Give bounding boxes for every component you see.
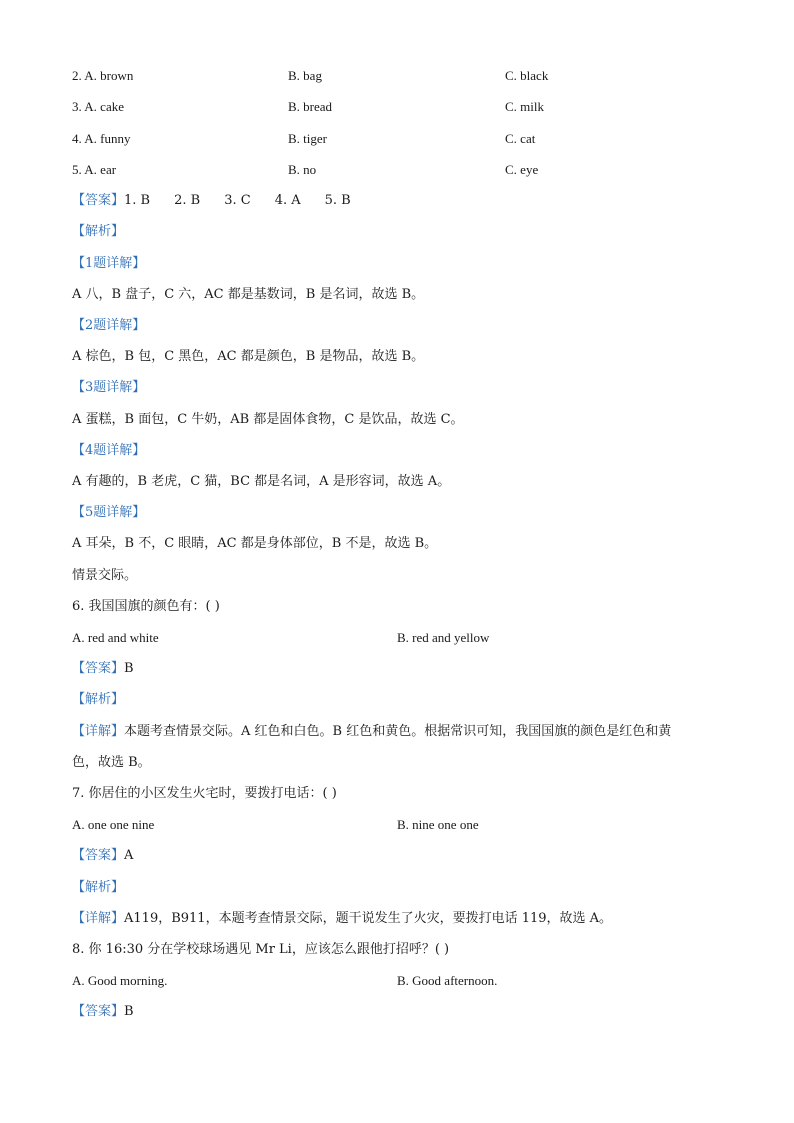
detail-4-text: A 有趣的，B 老虎，C 猫，BC 都是名词，A 是形容词，故选 A。 bbox=[72, 474, 451, 489]
section-title: 情景交际。 bbox=[72, 568, 138, 583]
detail-4-label: 【4题详解】 bbox=[72, 443, 146, 458]
answer-3: 3. C bbox=[224, 193, 251, 208]
q6-option-a: A. red and white bbox=[72, 630, 159, 645]
q5-option-b: B. no bbox=[288, 162, 317, 177]
q4-option-c: C. cat bbox=[505, 131, 536, 146]
q6-answer: B bbox=[124, 661, 134, 676]
q8-option-b: B. Good afternoon. bbox=[397, 973, 498, 988]
q6-answer-row bbox=[72, 661, 134, 677]
q5-option-a: 5. A. ear bbox=[72, 162, 117, 177]
q6-detail-label: 【详解】 bbox=[72, 724, 125, 739]
q4-option-a: 4. A. funny bbox=[72, 131, 131, 146]
q8-question: 8. 你 16:30 分在学校球场遇见 Mr Li，应该怎么跟他打招呼？( ) bbox=[72, 942, 450, 957]
answer-4: 4. A bbox=[274, 193, 301, 208]
q6-analysis-label: 【解析】 bbox=[72, 692, 125, 707]
q8-answer-row bbox=[72, 1004, 134, 1020]
answer-5: 5. B bbox=[324, 193, 351, 208]
q8-answer: B bbox=[124, 1004, 134, 1019]
q3-option-b: B. bread bbox=[288, 99, 333, 114]
q7-detail-label: 【详解】 bbox=[72, 911, 125, 926]
detail-5-text: A 耳朵，B 不，C 眼睛，AC 都是身体部位，B 不是，故选 B。 bbox=[72, 536, 438, 551]
answer-2: 2. B bbox=[174, 193, 201, 208]
q6-option-b: B. red and yellow bbox=[397, 630, 490, 645]
q7-question: 7. 你居住的小区发生火宅时，要拨打电话：( ) bbox=[72, 786, 337, 801]
detail-3-label: 【3题详解】 bbox=[72, 380, 146, 395]
q7-option-a: A. one one nine bbox=[72, 817, 155, 832]
q3-option-a: 3. A. cake bbox=[72, 99, 124, 114]
q3-option-c: C. milk bbox=[505, 99, 545, 114]
q7-answer: A bbox=[124, 848, 134, 863]
detail-1-text: A 八，B 盘子，C 六，AC 都是基数词，B 是名词，故选 B。 bbox=[72, 287, 425, 302]
q2-option-c: C. black bbox=[505, 68, 549, 83]
q2-option-a: 2. A. brown bbox=[72, 68, 134, 83]
q7-detail-text: A119，B911，本题考查情景交际，题干说发生了火灾，要拨打电话 119，故选 A。 bbox=[124, 911, 613, 926]
q8-answer-label: 【答案】 bbox=[72, 1004, 125, 1019]
q7-answer-label: 【答案】 bbox=[72, 848, 125, 863]
q6-detail-line1 bbox=[72, 724, 671, 740]
q7-analysis-label: 【解析】 bbox=[72, 880, 125, 895]
detail-5-label: 【5题详解】 bbox=[72, 505, 146, 520]
answer-label: 【答案】 bbox=[72, 193, 125, 208]
q6-detail-text: 本题考查情景交际。A 红色和白色。B 红色和黄色。根据常识可知，我国国旗的颜色是红色和黄 bbox=[124, 724, 672, 739]
q2-option-b: B. bag bbox=[288, 68, 322, 83]
q5-option-c: C. eye bbox=[505, 162, 539, 177]
q7-detail-line bbox=[72, 911, 612, 927]
q7-answer-row bbox=[72, 848, 133, 864]
detail-2-text: A 棕色，B 包，C 黑色，AC 都是颜色，B 是物品，故选 B。 bbox=[72, 349, 425, 364]
q6-question: 6. 我国国旗的颜色有：( ) bbox=[72, 599, 220, 614]
answer-1: 1. B bbox=[124, 193, 151, 208]
detail-2-label: 【2题详解】 bbox=[72, 318, 146, 333]
q7-option-b: B. nine one one bbox=[397, 817, 479, 832]
q6-answer-label: 【答案】 bbox=[72, 661, 125, 676]
q8-option-a: A. Good morning. bbox=[72, 973, 168, 988]
q4-option-b: B. tiger bbox=[288, 131, 327, 146]
answers-row bbox=[72, 193, 375, 209]
detail-3-text: A 蛋糕，B 面包，C 牛奶，AB 都是固体食物，C 是饮品，故选 C。 bbox=[72, 412, 464, 427]
detail-1-label: 【1题详解】 bbox=[72, 256, 146, 271]
q6-detail-line2: 色，故选 B。 bbox=[72, 755, 151, 770]
analysis-label: 【解析】 bbox=[72, 224, 125, 239]
